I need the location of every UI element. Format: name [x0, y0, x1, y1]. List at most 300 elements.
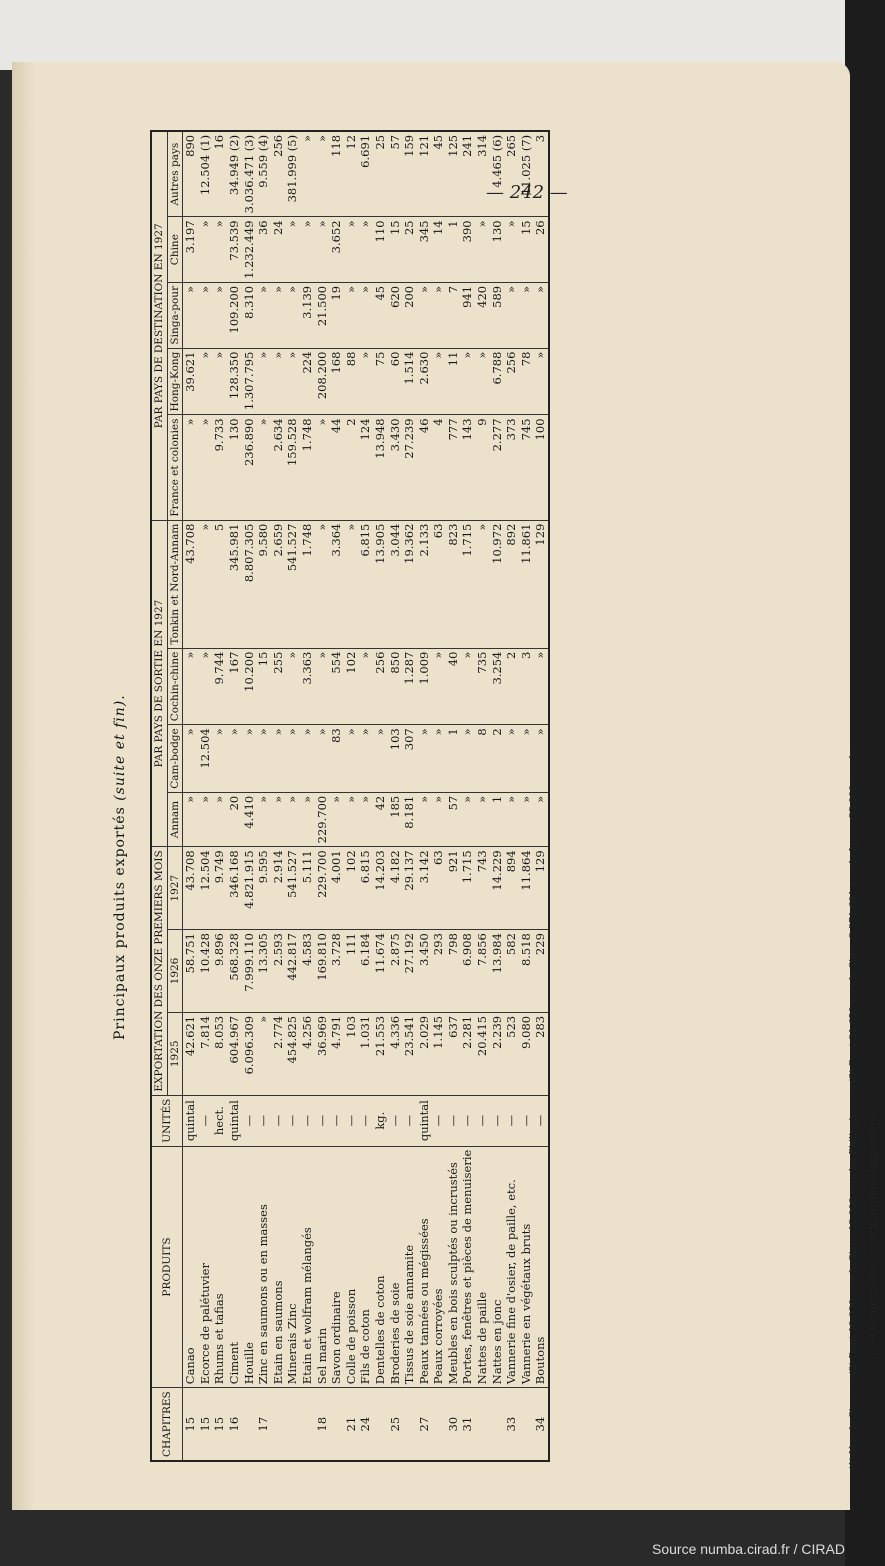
cell-fr: 44: [329, 415, 344, 520]
cell-fr: 159.528: [285, 415, 300, 520]
cell-y1927: 14.229: [490, 847, 505, 930]
cell-fr: 46: [417, 415, 432, 520]
cell-coch: »: [358, 648, 373, 725]
cell-sg: »: [519, 282, 534, 348]
header-sortie-group: PAR PAYS DE SORTIE EN 1927: [151, 520, 167, 847]
cell-prod: Zinc en saumons ou en masses: [256, 1146, 271, 1388]
cell-coch: 40: [446, 648, 461, 725]
cell-camb: 1: [446, 725, 461, 793]
cell-fr: »: [256, 415, 271, 520]
cell-au: 265: [504, 131, 519, 217]
cell-unit: —: [256, 1095, 271, 1146]
cell-sg: 200: [402, 282, 417, 348]
cell-tonk: 345.981: [227, 520, 242, 648]
cell-tonk: 19.362: [402, 520, 417, 648]
cell-y1927: 229.700: [315, 847, 330, 930]
cell-fr: 2.634: [271, 415, 286, 520]
cell-y1925: 20.415: [475, 1012, 490, 1095]
cell-annam: 4.410: [242, 792, 257, 847]
table-row: [183, 131, 198, 1461]
cell-coch: »: [198, 648, 213, 725]
cell-ch: »: [212, 217, 227, 283]
cell-y1925: 36.969: [315, 1012, 330, 1095]
cell-fr: »: [315, 415, 330, 520]
cell-camb: 12.504: [198, 725, 213, 793]
cell-sg: »: [198, 282, 213, 348]
cell-y1926: 442.817: [285, 930, 300, 1013]
cell-prod: Ciment: [227, 1146, 242, 1388]
cell-tonk: 3.364: [329, 520, 344, 648]
cell-ch: 345: [417, 217, 432, 283]
cell-sg: 8.310: [242, 282, 257, 348]
cell-coch: »: [533, 648, 549, 725]
cell-chap: [402, 1388, 417, 1461]
cell-coch: 167: [227, 648, 242, 725]
cell-fr: »: [183, 415, 198, 520]
cell-annam: »: [504, 792, 519, 847]
cell-annam: 185: [388, 792, 403, 847]
header-cambodge: Cam-bodge: [167, 725, 183, 793]
cell-y1927: 743: [475, 847, 490, 930]
cell-prod: Boutons: [533, 1146, 549, 1388]
cell-unit: —: [285, 1095, 300, 1146]
cell-y1927: 3.142: [417, 847, 432, 930]
cell-hk: »: [285, 348, 300, 415]
cell-ch: 390: [460, 217, 475, 283]
cell-y1925: 4.256: [300, 1012, 315, 1095]
cell-prod: Etain en saumons: [271, 1146, 286, 1388]
cell-y1927: 129: [533, 847, 549, 930]
cell-sg: 589: [490, 282, 505, 348]
cell-ch: 15: [388, 217, 403, 283]
cell-prod: Minerais Zinc: [285, 1146, 300, 1388]
cell-y1927: 9.595: [256, 847, 271, 930]
header-hongkong: Hong-Kong: [167, 348, 183, 415]
table-row: [519, 131, 534, 1461]
cell-y1926: 6.184: [358, 930, 373, 1013]
cell-chap: 33: [504, 1388, 519, 1461]
cell-y1926: 6.908: [460, 930, 475, 1013]
cell-ch: 110: [373, 217, 388, 283]
cell-sg: 19: [329, 282, 344, 348]
cell-au: 16: [212, 131, 227, 217]
cell-ch: 73.539: [227, 217, 242, 283]
cell-y1926: 11.674: [373, 930, 388, 1013]
cell-camb: »: [183, 725, 198, 793]
header-autres: Autres pays: [167, 131, 183, 217]
cell-y1926: 169.810: [315, 930, 330, 1013]
cell-prod: Peaux corroyées: [431, 1146, 446, 1388]
cell-prod: Sel marin: [315, 1146, 330, 1388]
cell-prod: Colle de poisson: [344, 1146, 359, 1388]
cell-camb: »: [227, 725, 242, 793]
cell-au: 890: [183, 131, 198, 217]
cell-tonk: »: [315, 520, 330, 648]
table-row: [490, 131, 505, 1461]
cell-y1926: 798: [446, 930, 461, 1013]
cell-annam: »: [212, 792, 227, 847]
cell-hk: 1.307.795: [242, 348, 257, 415]
cell-prod: Vannerie fine d'osier, de paille, etc.: [504, 1146, 519, 1388]
table-row: [227, 131, 242, 1461]
table-row: [388, 131, 403, 1461]
cell-coch: 102: [344, 648, 359, 725]
cell-hk: 2.630: [417, 348, 432, 415]
cell-y1925: 21.553: [373, 1012, 388, 1095]
table-row: [358, 131, 373, 1461]
cell-camb: 8: [475, 725, 490, 793]
cell-y1926: 9.896: [212, 930, 227, 1013]
cell-y1927: 14.203: [373, 847, 388, 930]
cell-y1927: 894: [504, 847, 519, 930]
cell-y1927: 921: [446, 847, 461, 930]
cell-au: 256: [271, 131, 286, 217]
cell-prod: Meubles en bois sculptés ou incrustés: [446, 1146, 461, 1388]
cell-annam: »: [519, 792, 534, 847]
cell-coch: »: [183, 648, 198, 725]
cell-y1926: 293: [431, 930, 446, 1013]
cell-coch: »: [315, 648, 330, 725]
page-number: — 242 —: [486, 182, 568, 203]
cell-tonk: 9.580: [256, 520, 271, 648]
cell-annam: 57: [446, 792, 461, 847]
cell-y1927: 43.708: [183, 847, 198, 930]
cell-coch: 3: [519, 648, 534, 725]
cell-y1926: 8.518: [519, 930, 534, 1013]
cell-fr: 9: [475, 415, 490, 520]
cell-sg: »: [417, 282, 432, 348]
cell-camb: »: [519, 725, 534, 793]
cell-ch: 3.197: [183, 217, 198, 283]
cell-chap: 15: [212, 1388, 227, 1461]
cell-fr: 2.277: [490, 415, 505, 520]
cell-annam: »: [344, 792, 359, 847]
cell-fr: 1.748: [300, 415, 315, 520]
table-row: [373, 131, 388, 1461]
cell-coch: 3.363: [300, 648, 315, 725]
header-annam: Annam: [167, 792, 183, 847]
cell-coch: 3.254: [490, 648, 505, 725]
cell-hk: 128.350: [227, 348, 242, 415]
cell-unit: —: [271, 1095, 286, 1146]
cell-y1927: 63: [431, 847, 446, 930]
cell-fr: 9.733: [212, 415, 227, 520]
cell-sg: »: [256, 282, 271, 348]
cell-au: 241: [460, 131, 475, 217]
cell-chap: [271, 1388, 286, 1461]
page-edge: [12, 62, 34, 1510]
cell-chap: [373, 1388, 388, 1461]
cell-hk: »: [358, 348, 373, 415]
cell-hk: 1.514: [402, 348, 417, 415]
cell-ch: 26: [533, 217, 549, 283]
cell-chap: 15: [183, 1388, 198, 1461]
cell-annam: »: [183, 792, 198, 847]
cell-y1925: 604.967: [227, 1012, 242, 1095]
cell-sg: »: [504, 282, 519, 348]
table-row: [475, 131, 490, 1461]
cell-unit: —: [388, 1095, 403, 1146]
cell-unit: —: [533, 1095, 549, 1146]
cell-annam: »: [271, 792, 286, 847]
cell-annam: 20: [227, 792, 242, 847]
cell-au: 6.691: [358, 131, 373, 217]
cell-coch: 735: [475, 648, 490, 725]
cell-unit: kg.: [373, 1095, 388, 1146]
cell-hk: 88: [344, 348, 359, 415]
header-tonkin: Tonkin et Nord-Annam: [167, 520, 183, 648]
cell-unit: —: [446, 1095, 461, 1146]
cell-fr: 373: [504, 415, 519, 520]
cell-coch: 10.200: [242, 648, 257, 725]
table-row: [504, 131, 519, 1461]
cell-fr: 2: [344, 415, 359, 520]
cell-au: 12: [344, 131, 359, 217]
cell-ch: 1: [446, 217, 461, 283]
cell-tonk: 541.527: [285, 520, 300, 648]
cell-hk: 11: [446, 348, 461, 415]
cell-sg: 941: [460, 282, 475, 348]
cell-hk: 75: [373, 348, 388, 415]
cell-sg: »: [344, 282, 359, 348]
header-1927: 1927: [167, 847, 183, 930]
cell-ch: 36: [256, 217, 271, 283]
cell-annam: »: [417, 792, 432, 847]
table-row: [315, 131, 330, 1461]
cell-chap: [285, 1388, 300, 1461]
cell-y1927: 541.527: [285, 847, 300, 930]
cell-chap: [490, 1388, 505, 1461]
cell-au: 3: [533, 131, 549, 217]
table-body: [183, 131, 549, 1461]
cell-y1925: 283: [533, 1012, 549, 1095]
cell-chap: 16: [227, 1388, 242, 1461]
cell-prod: Rhums et tafias: [212, 1146, 227, 1388]
cell-annam: 42: [373, 792, 388, 847]
cell-hk: »: [271, 348, 286, 415]
title-text: Principaux produits exportés: [112, 806, 128, 1040]
cell-ch: »: [475, 217, 490, 283]
cell-y1926: 3.728: [329, 930, 344, 1013]
cell-y1927: 102: [344, 847, 359, 930]
cell-camb: »: [358, 725, 373, 793]
cell-fr: 745: [519, 415, 534, 520]
cell-coch: »: [460, 648, 475, 725]
cell-y1926: 568.328: [227, 930, 242, 1013]
cell-au: 57: [388, 131, 403, 217]
cell-ch: 24: [271, 217, 286, 283]
cell-y1927: 346.168: [227, 847, 242, 930]
cell-chap: 21: [344, 1388, 359, 1461]
cell-unit: hect.: [212, 1095, 227, 1146]
page-title: [112, 40, 128, 1040]
cell-chap: 17: [256, 1388, 271, 1461]
cell-chap: [475, 1388, 490, 1461]
cell-y1927: 9.749: [212, 847, 227, 930]
cell-camb: »: [431, 725, 446, 793]
header-1925: 1925: [167, 1012, 183, 1095]
cell-sg: »: [271, 282, 286, 348]
cell-y1926: 582: [504, 930, 519, 1013]
cell-unit: —: [329, 1095, 344, 1146]
cell-y1926: 2.875: [388, 930, 403, 1013]
cell-ch: »: [504, 217, 519, 283]
cell-sg: 21.500: [315, 282, 330, 348]
cell-prod: Fils de coton: [358, 1146, 373, 1388]
cell-au: 381.999 (5): [285, 131, 300, 217]
cell-camb: »: [285, 725, 300, 793]
cell-au: 159: [402, 131, 417, 217]
cell-prod: Etain et wolfram mélangés: [300, 1146, 315, 1388]
cell-hk: »: [198, 348, 213, 415]
table-row: [242, 131, 257, 1461]
cell-fr: 100: [533, 415, 549, 520]
cell-chap: [519, 1388, 534, 1461]
cell-fr: 3.430: [388, 415, 403, 520]
cell-annam: »: [431, 792, 446, 847]
cell-ch: »: [358, 217, 373, 283]
cell-au: 118: [329, 131, 344, 217]
table-row: [446, 131, 461, 1461]
cell-fr: 130: [227, 415, 242, 520]
cell-tonk: 10.972: [490, 520, 505, 648]
cell-camb: »: [315, 725, 330, 793]
cell-chap: 31: [460, 1388, 475, 1461]
cell-annam: 1: [490, 792, 505, 847]
cell-au: 12.504 (1): [198, 131, 213, 217]
cell-coch: 554: [329, 648, 344, 725]
cell-camb: 103: [388, 725, 403, 793]
cell-au: »: [315, 131, 330, 217]
cell-tonk: 823: [446, 520, 461, 648]
cell-hk: »: [533, 348, 549, 415]
cell-annam: »: [533, 792, 549, 847]
cell-y1925: 42.621: [183, 1012, 198, 1095]
cell-camb: »: [460, 725, 475, 793]
cell-y1927: 2.914: [271, 847, 286, 930]
cell-chap: 18: [315, 1388, 330, 1461]
cell-tonk: »: [475, 520, 490, 648]
cell-ch: »: [198, 217, 213, 283]
cell-hk: »: [460, 348, 475, 415]
cell-camb: »: [300, 725, 315, 793]
cell-unit: —: [402, 1095, 417, 1146]
cell-camb: »: [212, 725, 227, 793]
cell-y1927: 1.715: [460, 847, 475, 930]
cell-prod: Portes, fenêtres et pièces de menuiserie: [460, 1146, 475, 1388]
cell-sg: 420: [475, 282, 490, 348]
cell-camb: »: [417, 725, 432, 793]
cell-au: 4.465 (6): [490, 131, 505, 217]
cell-y1925: 454.825: [285, 1012, 300, 1095]
cell-hk: 6.788: [490, 348, 505, 415]
cell-coch: 2: [504, 648, 519, 725]
cell-y1925: 637: [446, 1012, 461, 1095]
table-row: [431, 131, 446, 1461]
cell-fr: 27.239: [402, 415, 417, 520]
cell-camb: 307: [402, 725, 417, 793]
cell-tonk: 43.708: [183, 520, 198, 648]
header-singapour: Singa-pour: [167, 282, 183, 348]
cell-unit: —: [198, 1095, 213, 1146]
cell-tonk: 3.044: [388, 520, 403, 648]
cell-y1925: 1.031: [358, 1012, 373, 1095]
cell-hk: 208.200: [315, 348, 330, 415]
cell-tonk: 2.659: [271, 520, 286, 648]
cell-coch: »: [285, 648, 300, 725]
cell-y1927: 4.182: [388, 847, 403, 930]
cell-chap: 15: [198, 1388, 213, 1461]
cell-y1925: 2.774: [271, 1012, 286, 1095]
cell-tonk: 892: [504, 520, 519, 648]
cell-y1926: 7.856: [475, 930, 490, 1013]
cell-camb: »: [504, 725, 519, 793]
cell-y1927: 29.137: [402, 847, 417, 930]
cell-unit: quintal: [183, 1095, 198, 1146]
cell-au: 9.559 (4): [256, 131, 271, 217]
cell-y1926: 58.751: [183, 930, 198, 1013]
cell-hk: 78: [519, 348, 534, 415]
header-cochinchine: Cochin-chine: [167, 648, 183, 725]
cell-hk: »: [475, 348, 490, 415]
cell-sg: 620: [388, 282, 403, 348]
exports-table: [150, 130, 550, 1462]
cell-sg: »: [358, 282, 373, 348]
cell-y1925: 6.096.309: [242, 1012, 257, 1095]
cell-y1927: 6.815: [358, 847, 373, 930]
table-row: [460, 131, 475, 1461]
cell-ch: »: [300, 217, 315, 283]
cell-hk: 39.621: [183, 348, 198, 415]
header-produits: PRODUITS: [151, 1146, 183, 1388]
cell-y1927: 4.001: [329, 847, 344, 930]
table-row: [198, 131, 213, 1461]
cell-fr: 4: [431, 415, 446, 520]
cell-prod: Ecorce de palétuvier: [198, 1146, 213, 1388]
cell-y1925: 4.336: [388, 1012, 403, 1095]
cell-au: 34.949 (2): [227, 131, 242, 217]
cell-camb: »: [271, 725, 286, 793]
cell-coch: 15: [256, 648, 271, 725]
cell-prod: Vannerie en végétaux bruts: [519, 1146, 534, 1388]
cell-tonk: 63: [431, 520, 446, 648]
background-top: [0, 0, 885, 70]
cell-y1925: 2.281: [460, 1012, 475, 1095]
cell-y1926: 2.593: [271, 930, 286, 1013]
cell-prod: Tissus de soie annamite: [402, 1146, 417, 1388]
cell-y1925: 103: [344, 1012, 359, 1095]
cell-y1926: 10.428: [198, 930, 213, 1013]
cell-y1927: 4.821.915: [242, 847, 257, 930]
cell-chap: 30: [446, 1388, 461, 1461]
cell-y1926: 7.999.110: [242, 930, 257, 1013]
cell-y1925: 523: [504, 1012, 519, 1095]
cell-camb: »: [373, 725, 388, 793]
cell-prod: Peaux tannées ou mégissées: [417, 1146, 432, 1388]
cell-au: 121: [417, 131, 432, 217]
cell-y1925: 23.541: [402, 1012, 417, 1095]
cell-unit: —: [490, 1095, 505, 1146]
rotated-table-container: [150, 134, 845, 1462]
header-export-group: EXPORTATION DES ONZE PREMIERS MOIS: [151, 847, 167, 1095]
cell-tonk: 5: [212, 520, 227, 648]
table-row: [300, 131, 315, 1461]
cell-sg: 3.139: [300, 282, 315, 348]
cell-unit: —: [519, 1095, 534, 1146]
cell-unit: —: [344, 1095, 359, 1146]
cell-chap: [431, 1388, 446, 1461]
cell-camb: »: [256, 725, 271, 793]
